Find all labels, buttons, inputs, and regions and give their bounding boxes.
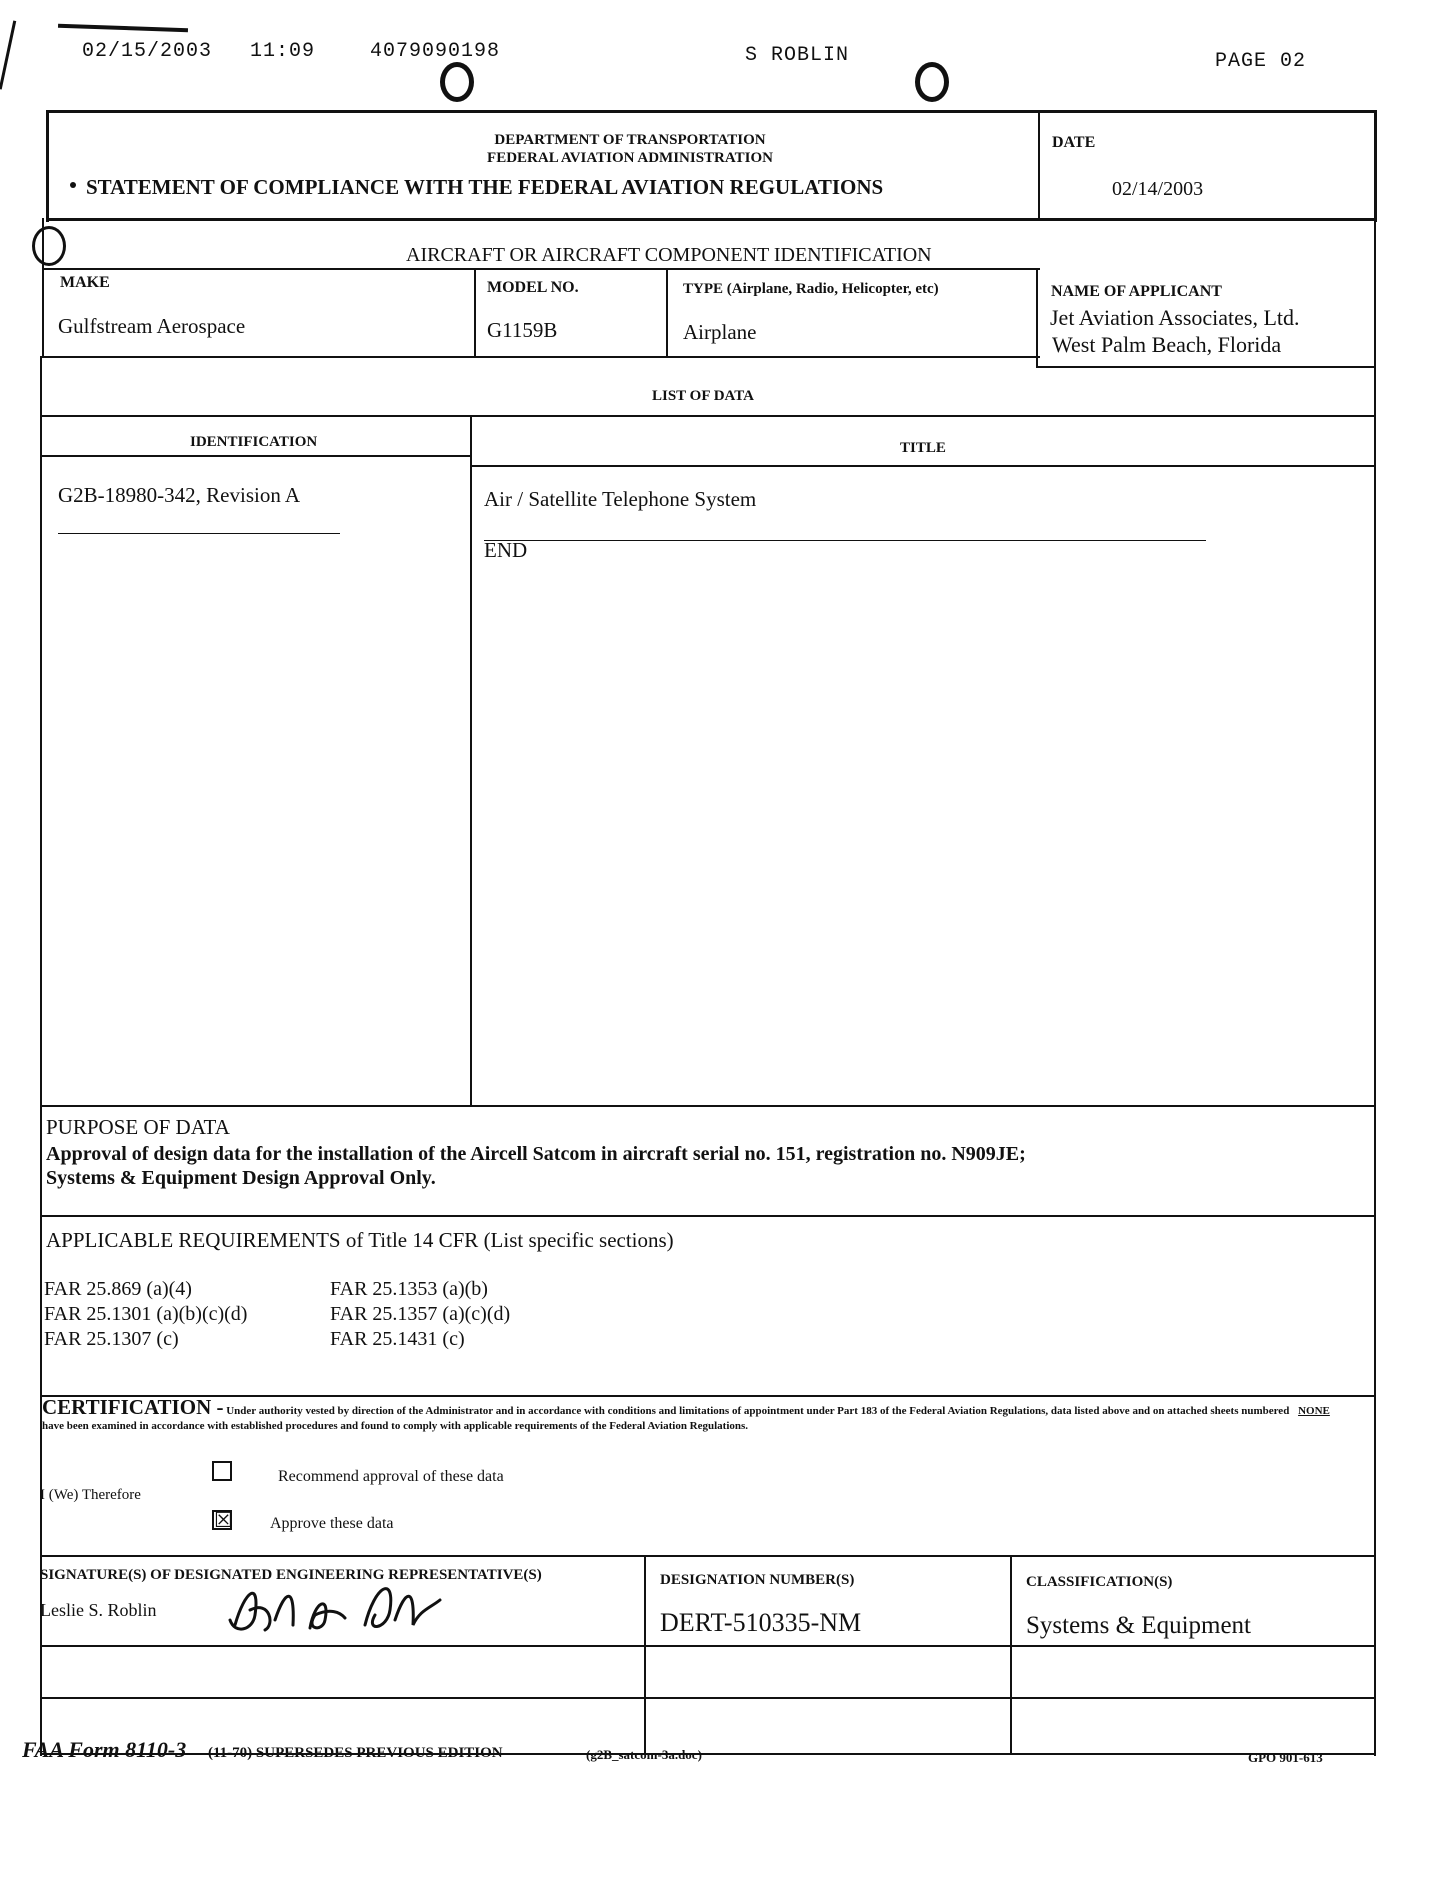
designation-label: DESIGNATION NUMBER(S) [660,1572,855,1588]
title-column-header: TITLE [900,440,946,456]
fax-sender: S ROBLIN [745,44,850,67]
punch-hole [440,62,474,102]
form-edition: (11-70) SUPERSEDES PREVIOUS EDITION [208,1745,503,1761]
scan-edge-mark [0,20,16,89]
requirement-item: FAR 25.1301 (a)(b)(c)(d) [44,1303,248,1325]
applicant-label: NAME OF APPLICANT [1051,283,1222,300]
model-value: G1159B [487,318,558,342]
fax-edge-mark [58,24,188,33]
type-label: TYPE (Airplane, Radio, Helicopter, etc) [683,281,939,297]
bullet-mark [70,182,76,188]
punch-hole [915,62,949,102]
handwritten-signature [215,1570,465,1650]
certification-label: CERTIFICATION - [42,1395,224,1419]
model-label: MODEL NO. [487,279,579,296]
department-name: DEPARTMENT OF TRANSPORTATION [494,132,766,148]
requirement-item: FAR 25.1307 (c) [44,1328,179,1350]
certification-text-b1: above and on attached sheets numbered [1102,1405,1293,1417]
requirement-item: FAR 25.869 (a)(4) [44,1278,192,1300]
date-label: DATE [1052,134,1096,151]
sheets-numbered-value: NONE [1298,1405,1330,1417]
list-of-data-title: LIST OF DATA [652,388,754,404]
form-title: STATEMENT OF COMPLIANCE WITH THE FEDERAL AVIATION REGULATIONS [86,175,884,199]
requirement-item: FAR 25.1353 (a)(b) [330,1278,488,1300]
punch-hole [32,226,66,266]
applicant-location: West Palm Beach, Florida [1052,332,1282,357]
form-number: FAA Form 8110-3 [22,1737,187,1762]
requirements-label: APPLICABLE REQUIREMENTS of Title 14 CFR (List specific sections) [46,1228,674,1252]
certification-text-b2: have been examined in accordance with established procedures and found to comply with applicable requirements of the Federal Aviation Regulations. [42,1420,749,1432]
source-file: (g2B_satcom-3a.doc) [586,1747,702,1762]
data-identification-value: G2B-18980-342, Revision A [58,483,301,507]
purpose-label: PURPOSE OF DATA [46,1115,230,1139]
fax-page: PAGE 02 [1215,50,1307,73]
therefore-label: I (We) Therefore [40,1487,141,1503]
fax-date: 02/15/2003 [82,40,213,63]
identification-column-header: IDENTIFICATION [190,434,318,450]
applicant-name: Jet Aviation Associates, Ltd. [1050,305,1300,330]
fax-time: 11:09 [250,40,316,63]
classification-label: CLASSIFICATION(S) [1026,1574,1173,1590]
make-value: Gulfstream Aerospace [58,314,246,338]
certification-text [42,1395,1348,1434]
end-marker: END [484,538,528,562]
agency-name: FEDERAL AVIATION ADMINISTRATION [487,150,773,166]
requirement-item: FAR 25.1357 (a)(c)(d) [330,1303,511,1325]
date-value: 02/14/2003 [1112,178,1204,200]
gpo-number: GPO 901-613 [1248,1750,1323,1765]
type-value: Airplane [683,320,757,344]
approve-data-checkbox[interactable]: ☒ [214,1508,233,1532]
requirements-column-1 [44,1277,247,1352]
purpose-line-1: Approval of design data for the installation of the Aircell Satcom in aircraft serial no. 151, registration no. N909JE; [46,1143,1026,1165]
recommend-approval-checkbox[interactable] [212,1461,232,1481]
classification-value: Systems & Equipment [1026,1612,1251,1639]
recommend-approval-label: Recommend approval of these data [278,1468,504,1485]
data-title-value: Air / Satellite Telephone System [484,487,757,511]
requirement-item: FAR 25.1431 (c) [330,1328,465,1350]
requirements-column-2 [330,1277,510,1352]
make-label: MAKE [60,274,110,291]
signer-name: Leslie S. Roblin [40,1600,157,1620]
purpose-line-2: Systems & Equipment Design Approval Only. [46,1167,436,1189]
certification-text-a: Under authority vested by direction of the Administrator and in accordance with conditions and limitations of appointment under Part 183 of the Federal Aviation Regulations, data listed [226,1405,1100,1417]
fax-phone: 4079090198 [370,40,501,63]
approve-data-label: Approve these data [270,1515,394,1532]
designation-value: DERT-510335-NM [660,1608,862,1637]
signature-label: SIGNATURE(S) OF DESIGNATED ENGINEERING REPRESENTATIVE(S) [40,1567,542,1583]
identification-section-title: AIRCRAFT OR AIRCRAFT COMPONENT IDENTIFICATION [406,244,932,266]
